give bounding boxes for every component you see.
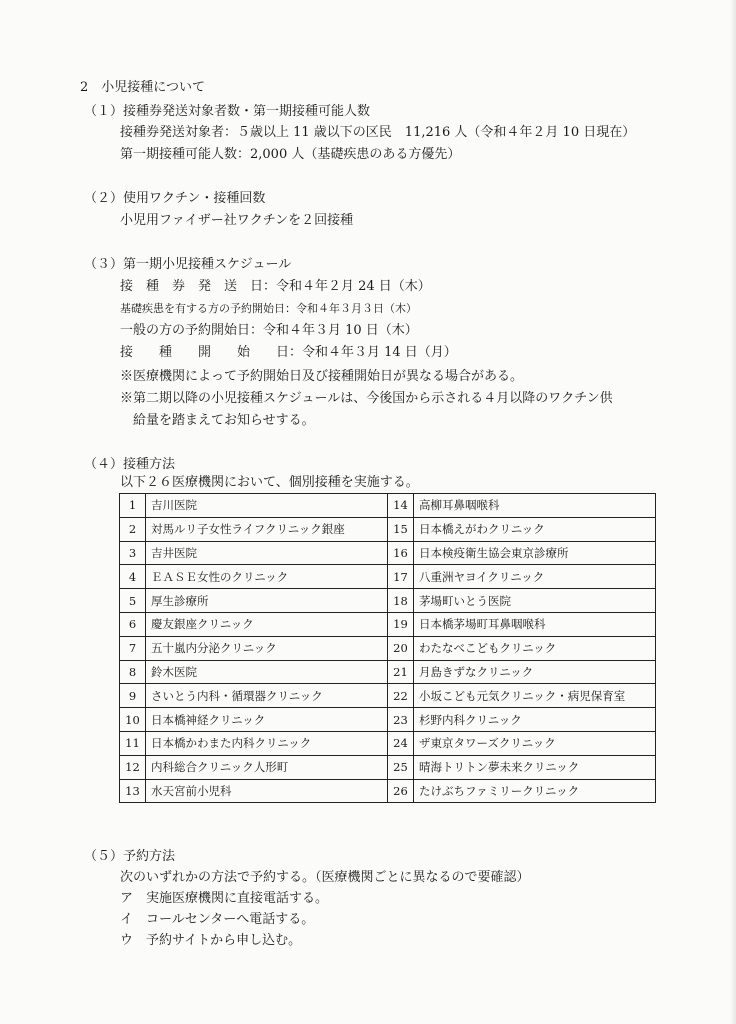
clinic-number: 7 [120, 636, 146, 660]
section-1-line-1: 接種券発送対象者：５歳以上 11 歳以下の区民 11,216 人（令和４年２月 10 日現在） [120, 125, 636, 140]
clinic-name: 杉野内科クリニック [414, 708, 656, 732]
clinic-name: 慶友銀座クリニック [146, 612, 388, 636]
table-row [120, 636, 656, 660]
clinic-name: 日本橋かわまた内科クリニック [146, 731, 388, 755]
clinic-name: 八重洲ヤヨイクリニック [414, 565, 656, 589]
clinic-name: 小坂こども元気クリニック・病児保育室 [414, 684, 656, 708]
clinic-number: 12 [120, 755, 146, 779]
clinic-name: 月島きずなクリニック [414, 660, 656, 684]
clinic-number: 19 [388, 612, 414, 636]
clinic-number: 25 [388, 755, 414, 779]
clinic-name: 茅場町いとう医院 [414, 589, 656, 613]
clinic-name: 鈴木医院 [146, 660, 388, 684]
table-row [120, 494, 656, 518]
clinic-number: 8 [120, 660, 146, 684]
clinic-name: ＥＡＳＥ女性のクリニック [146, 565, 388, 589]
clinic-name: 日本橋えがわクリニック [414, 517, 656, 541]
section-3-line-3: 一般の方の予約開始日：令和４年３月 10 日（木） [120, 323, 418, 338]
section-2-line-1: 小児用ファイザー社ワクチンを２回接種 [120, 213, 354, 228]
clinic-name: たけぶちファミリークリニック [414, 779, 656, 803]
clinic-number: 14 [388, 494, 414, 518]
clinic-number: 9 [120, 684, 146, 708]
section-3-heading: （３）第一期小児接種スケジュール [84, 257, 292, 272]
clinic-name: 晴海トリトン夢未来クリニック [414, 755, 656, 779]
page-edge-shadow [730, 0, 736, 1024]
clinic-name: 対馬ルリ子女性ライフクリニック銀座 [146, 517, 388, 541]
clinic-number: 3 [120, 541, 146, 565]
clinic-name: わたなべこどもクリニック [414, 636, 656, 660]
section-1-line-2: 第一期接種可能人数：2,000 人（基礎疾患のある方優先） [120, 147, 461, 162]
clinic-name: 日本橋神経クリニック [146, 708, 388, 732]
clinic-number: 22 [388, 684, 414, 708]
section-4-line-1: 以下２６医療機関において、個別接種を実施する。 [120, 475, 419, 490]
clinic-number: 16 [388, 541, 414, 565]
clinic-number: 10 [120, 708, 146, 732]
clinic-number: 2 [120, 517, 146, 541]
section-3-line-4: 接 種 開 始 日：令和４年３月 14 日（月） [120, 345, 457, 360]
section-5-option-u: ウ 予約サイトから申し込む。 [120, 933, 302, 948]
table-row [120, 589, 656, 613]
section-title: 2 小児接種について [80, 80, 206, 95]
section-5-line-1: 次のいずれかの方法で予約する。（医療機関ごとに異なるので要確認） [120, 870, 530, 885]
section-5-option-i: イ コールセンターへ電話する。 [120, 912, 315, 927]
clinic-name: 吉井医院 [146, 541, 388, 565]
table-row [120, 708, 656, 732]
clinic-number: 13 [120, 779, 146, 803]
clinic-name: 五十嵐内分泌クリニック [146, 636, 388, 660]
table-row [120, 541, 656, 565]
table-row [120, 731, 656, 755]
table-row [120, 612, 656, 636]
clinic-table [119, 493, 656, 803]
clinic-number: 21 [388, 660, 414, 684]
clinic-number: 1 [120, 494, 146, 518]
clinic-number: 4 [120, 565, 146, 589]
clinic-number: 5 [120, 589, 146, 613]
section-3-note-2b: 給量を踏まえてお知らせする。 [133, 413, 315, 428]
table-row [120, 684, 656, 708]
section-2-heading: （２）使用ワクチン・接種回数 [84, 191, 266, 206]
section-3-note-1: ※医療機関によって予約開始日及び接種開始日が異なる場合がある。 [120, 369, 524, 384]
clinic-name: さいとう内科・循環器クリニック [146, 684, 388, 708]
table-row [120, 565, 656, 589]
clinic-number: 11 [120, 731, 146, 755]
table-row [120, 660, 656, 684]
clinic-name: 高柳耳鼻咽喉科 [414, 494, 656, 518]
clinic-name: 吉川医院 [146, 494, 388, 518]
clinic-number: 20 [388, 636, 414, 660]
section-1-heading: （１）接種券発送対象者数・第一期接種可能人数 [84, 104, 371, 119]
section-5-option-a: ア 実施医療機関に直接電話する。 [120, 891, 329, 906]
clinic-number: 6 [120, 612, 146, 636]
clinic-number: 17 [388, 565, 414, 589]
clinic-number: 18 [388, 589, 414, 613]
clinic-number: 15 [388, 517, 414, 541]
clinic-number: 24 [388, 731, 414, 755]
section-3-line-2: 基礎疾患を有する方の予約開始日：令和４年３月３日（木） [120, 302, 417, 315]
clinic-name: 厚生診療所 [146, 589, 388, 613]
table-row [120, 779, 656, 803]
clinic-name: 日本橋茅場町耳鼻咽喉科 [414, 612, 656, 636]
table-row [120, 517, 656, 541]
clinic-number: 26 [388, 779, 414, 803]
clinic-name: 水天宮前小児科 [146, 779, 388, 803]
section-3-line-1: 接 種 券 発 送 日：令和４年２月 24 日（木） [120, 279, 431, 294]
section-4-heading: （４）接種方法 [84, 457, 176, 472]
table-row [120, 755, 656, 779]
clinic-name: 内科総合クリニック人形町 [146, 755, 388, 779]
clinic-name: 日本検疫衛生協会東京診療所 [414, 541, 656, 565]
clinic-name: ザ東京タワーズクリニック [414, 731, 656, 755]
section-3-note-2a: ※第二期以降の小児接種スケジュールは、今後国から示される４月以降のワクチン供 [120, 391, 613, 406]
section-5-heading: （５）予約方法 [84, 849, 176, 864]
clinic-number: 23 [388, 708, 414, 732]
